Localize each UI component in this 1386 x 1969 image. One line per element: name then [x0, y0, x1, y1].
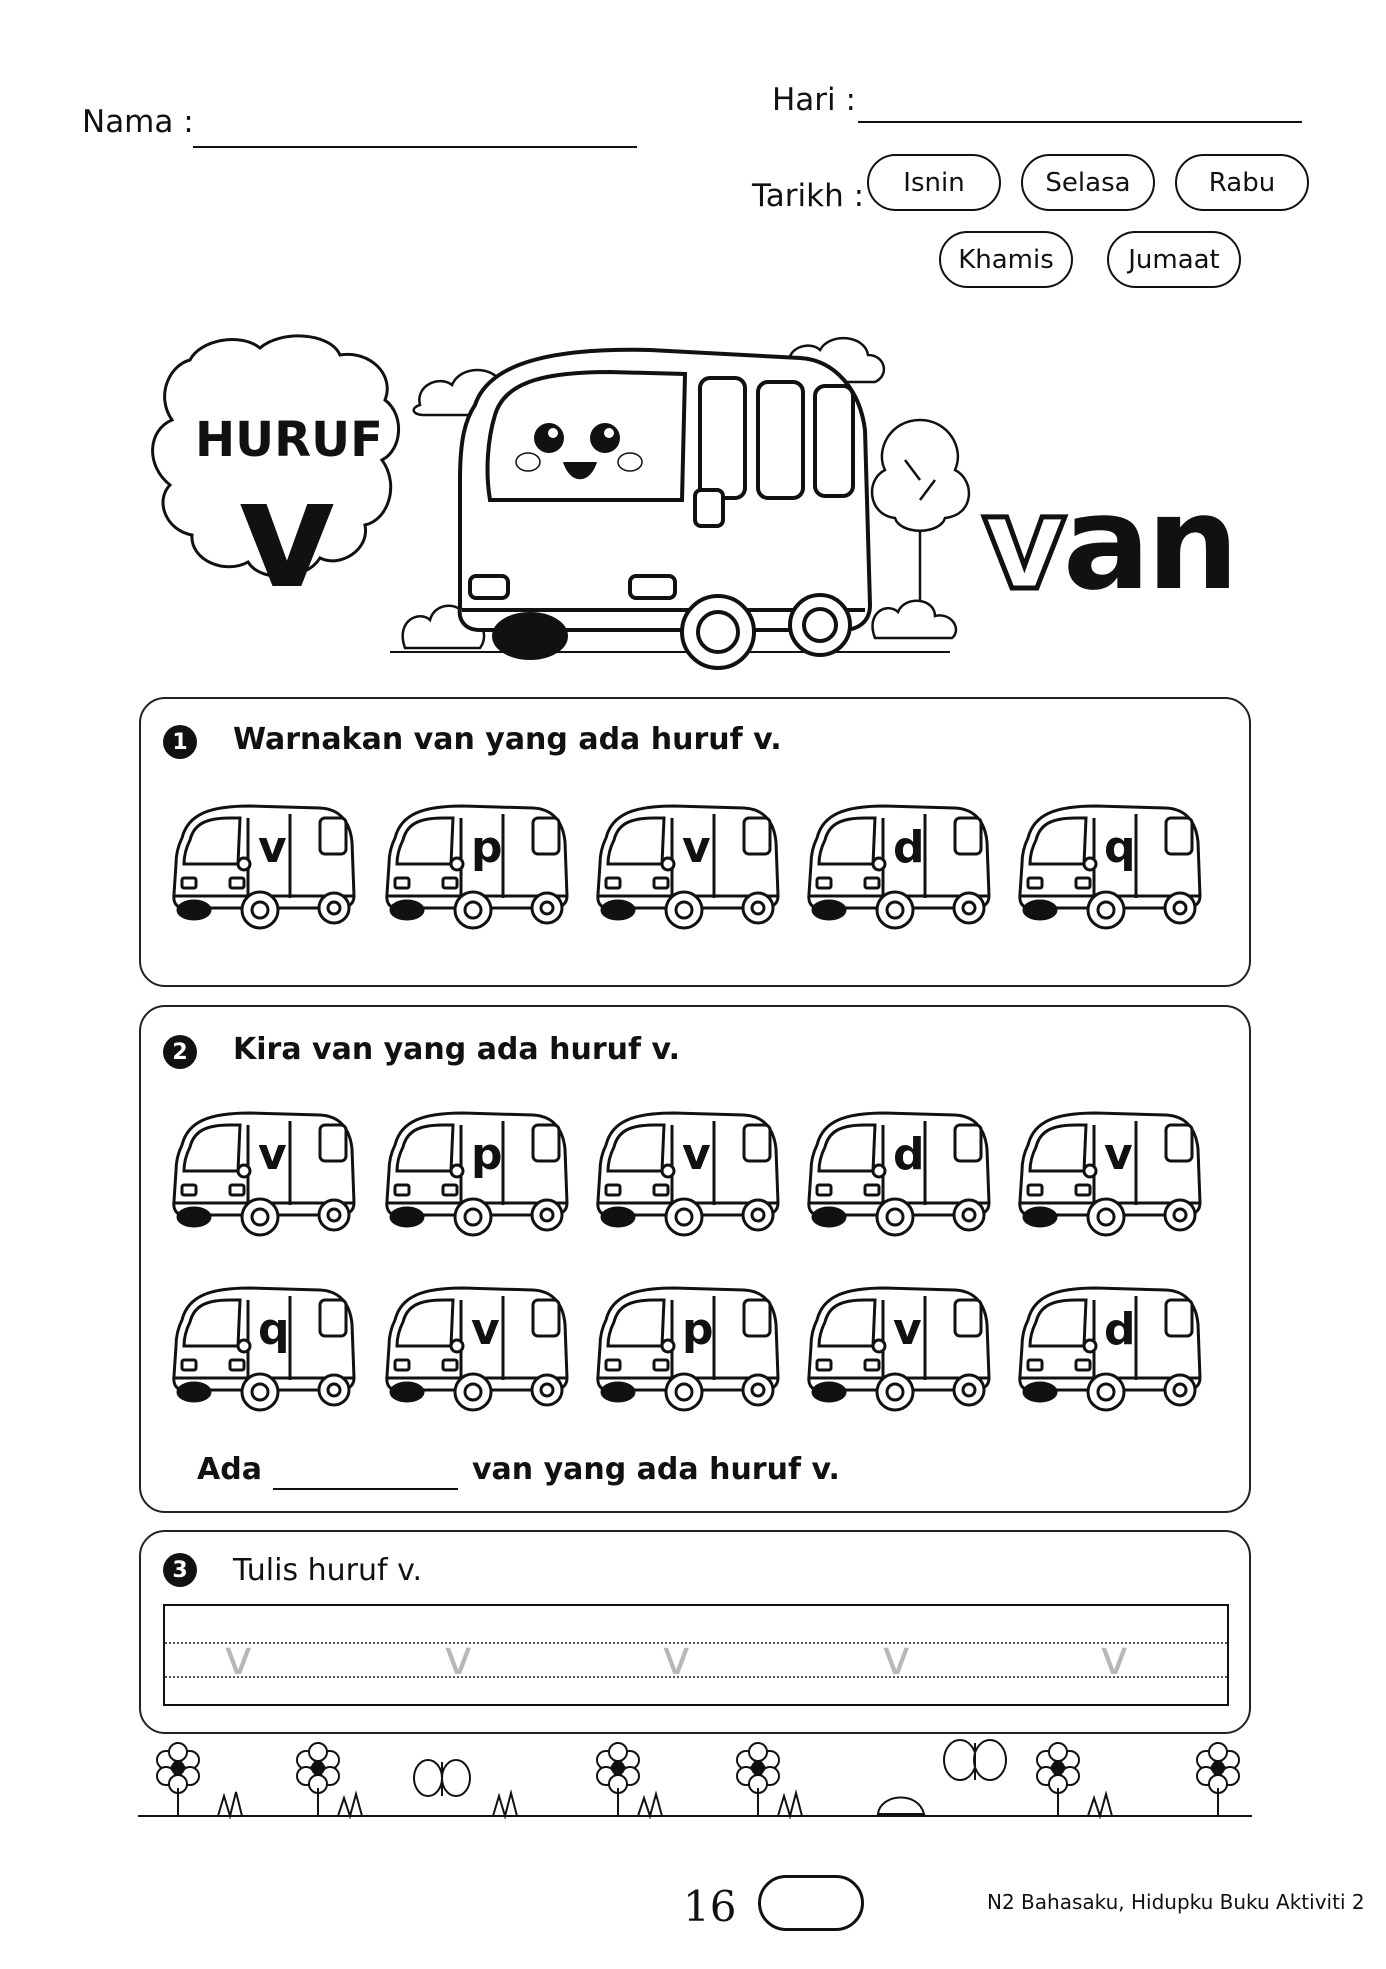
van-item[interactable] [170, 1105, 360, 1239]
guide-line-top [165, 1642, 1227, 1644]
van-item[interactable] [1016, 1105, 1206, 1239]
section-1-instruction: Warnakan van yang ada huruf v. [233, 722, 782, 757]
hero-word-first-letter: v [982, 467, 1063, 619]
van-letter: p [471, 822, 503, 873]
butterfly-icon [414, 1760, 470, 1796]
trace-letter: v [444, 1630, 473, 1686]
answer-prefix: Ada [197, 1452, 262, 1487]
section-2-instruction: Kira van yang ada huruf v. [233, 1032, 680, 1067]
van-item[interactable] [805, 1105, 995, 1239]
badge-title: HURUF [195, 412, 383, 468]
flower-border-art [138, 1738, 1252, 1820]
butterfly-icon [944, 1740, 1006, 1780]
van-item[interactable] [170, 1280, 360, 1414]
section-3-instruction: Tulis huruf v. [233, 1553, 423, 1588]
van-letter: v [471, 1304, 500, 1355]
van-letter: d [1104, 1304, 1136, 1355]
tarikh-label: Tarikh : [752, 178, 865, 214]
van-letter: v [682, 822, 711, 873]
van-item[interactable] [1016, 1280, 1206, 1414]
van-item[interactable] [805, 1280, 995, 1414]
day-option-khamis[interactable]: Khamis [939, 231, 1073, 288]
van-letter: d [893, 1129, 925, 1180]
hero-word-rest: an [1062, 467, 1236, 619]
van-letter: v [258, 1129, 287, 1180]
answer-blank[interactable] [273, 1488, 458, 1490]
van-item[interactable] [383, 798, 573, 932]
guide-line-bottom [165, 1676, 1227, 1678]
day-option-rabu[interactable]: Rabu [1175, 154, 1309, 211]
day-option-isnin[interactable]: Isnin [867, 154, 1001, 211]
van-letter: d [893, 822, 925, 873]
flower-border [138, 1738, 1252, 1824]
hero-word [982, 467, 1236, 619]
van-item[interactable] [1016, 798, 1206, 932]
answer-suffix: van yang ada huruf v. [472, 1452, 840, 1487]
day-option-jumaat[interactable]: Jumaat [1107, 231, 1241, 288]
van-letter: v [258, 822, 287, 873]
nama-field[interactable] [193, 146, 637, 148]
trace-letter: v [662, 1630, 691, 1686]
van-letter: v [1104, 1129, 1133, 1180]
score-box[interactable] [758, 1875, 864, 1931]
big-van [460, 350, 870, 668]
tree [872, 420, 969, 620]
rock-icon [878, 1797, 924, 1814]
van-item[interactable] [383, 1105, 573, 1239]
hari-label: Hari : [772, 82, 856, 118]
flower-icon [157, 1743, 199, 1816]
page-number: 16 [683, 1882, 737, 1931]
hari-field[interactable] [858, 121, 1302, 123]
trace-letter: v [224, 1630, 253, 1686]
section-3-number: 3 [163, 1553, 197, 1587]
book-title: N2 Bahasaku, Hidupku Buku Aktiviti 2 [987, 1890, 1365, 1914]
van-item[interactable] [594, 1280, 784, 1414]
van-letter: v [682, 1129, 711, 1180]
handwriting-box[interactable] [163, 1604, 1229, 1706]
section-2-number: 2 [163, 1035, 197, 1069]
bush-right [873, 601, 956, 638]
van-letter: p [682, 1304, 714, 1355]
van-letter: q [258, 1304, 290, 1355]
van-item[interactable] [594, 1105, 784, 1239]
day-option-selasa[interactable]: Selasa [1021, 154, 1155, 211]
nama-label: Nama : [82, 104, 194, 140]
trace-letter: v [882, 1630, 911, 1686]
section-2-panel [139, 1005, 1251, 1513]
van-item[interactable] [383, 1280, 573, 1414]
grass-icon [218, 1792, 1112, 1816]
trace-letter: v [1100, 1630, 1129, 1686]
van-item[interactable] [594, 798, 784, 932]
van-letter: q [1104, 822, 1136, 873]
van-item[interactable] [805, 798, 995, 932]
badge-letter: v [238, 448, 336, 622]
van-item[interactable] [170, 798, 360, 932]
section-1-number: 1 [163, 725, 197, 759]
van-letter: v [893, 1304, 922, 1355]
van-letter: p [471, 1129, 503, 1180]
